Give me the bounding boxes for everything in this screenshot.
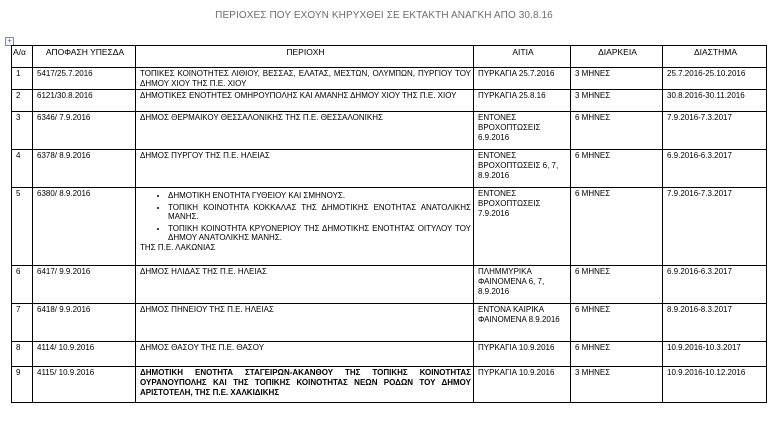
cell-area: ΔΗΜΟΣ ΗΛΙΔΑΣ ΤΗΣ Π.Ε. ΗΛΕΙΑΣ (136, 266, 474, 304)
table-row (12, 304, 767, 342)
cell-decision: 6380/ 8.9.2016 (33, 188, 136, 266)
cell-area: ΤΟΠΙΚΕΣ ΚΟΙΝΟΤΗΤΕΣ ΛΙΘΙΟΥ, ΒΕΣΣΑΣ, ΕΛΑΤΑΣ, ΜΕΣΤΩΝ, ΟΛΥΜΠΩΝ, ΠΥΡΓΙΟΥ ΤΟΥ ΔΗΜΟΥ ΧΙΟΥ ΤΗΣ Π.Ε. ΧΙΟΥ (136, 68, 474, 90)
cell-decision: 6121/30.8.2016 (33, 90, 136, 112)
cell-num: 4 (12, 150, 33, 188)
cell-num: 9 (12, 367, 33, 403)
cell-area: ΔΗΜΟΣ ΠΥΡΓΟΥ ΤΗΣ Π.Ε. ΗΛΕΙΑΣ (136, 150, 474, 188)
cell-area: ΔΗΜΟΤΙΚΗ ΕΝΟΤΗΤΑ ΣΤΑΓΕΙΡΩΝ-ΑΚΑΝΘΟΥ ΤΗΣ ΤΟΠΙΚΗΣ ΚΟΙΝΟΤΗΤΑΣ ΟΥΡΑΝΟΥΠΟΛΗΣ ΚΑΙ ΤΗΣ ΤΟΠΙΚΗΣ ΚΟΙΝΟΤΗΤΑΣ ΝΕΩΝ ΡΟΔΩΝ ΤΟΥ ΔΗΜΟΥ ΑΡΙΣΤΟΤΕΛΗ, ΤΗΣ Π.Ε. ΧΑΛΚΙΔΙΚΗΣ (136, 367, 474, 403)
cell-interval: 30.8.2016-30.11.2016 (663, 90, 767, 112)
cell-num: 5 (12, 188, 33, 266)
table-row (12, 90, 767, 112)
cell-decision: 6378/ 8.9.2016 (33, 150, 136, 188)
cell-duration: 3 ΜΗΝΕΣ (571, 90, 663, 112)
cell-interval: 10.9.2016-10.12.2016 (663, 367, 767, 403)
cell-cause: ΕΝΤΟΝΑ ΚΑΙΡΙΚΑ ΦΑΙΝΟΜΕΝΑ 8.9.2016 (474, 304, 571, 342)
cell-duration: 6 ΜΗΝΕΣ (571, 304, 663, 342)
cell-interval: 6.9.2016-6.3.2017 (663, 150, 767, 188)
cell-area: ΔΗΜΟΣ ΘΕΡΜΑΙΚΟΥ ΘΕΣΣΑΛΟΝΙΚΗΣ ΤΗΣ Π.Ε. ΘΕΣΣΑΛΟΝΙΚΗΣ (136, 112, 474, 150)
cell-cause: ΕΝΤΟΝΕΣ ΒΡΟΧΟΠΤΩΣΕΙΣ 6.9.2016 (474, 112, 571, 150)
cell-duration: 3 ΜΗΝΕΣ (571, 68, 663, 90)
table-row (12, 342, 767, 367)
cell-interval: 7.9.2016-7.3.2017 (663, 188, 767, 266)
cell-duration: 6 ΜΗΝΕΣ (571, 112, 663, 150)
list-item: • ΤΟΠΙΚΗ ΚΟΙΝΟΤΗΤΑ ΚΡΥΟΝΕΡΙΟΥ ΤΗΣ ΔΗΜΟΤΙΚΗΣ ΕΝΟΤΗΤΑΣ ΟΙΤΥΛΟΥ ΤΟΥ ΔΗΜΟΥ ΑΝΑΤΟΛΙΚΗΣ ΜΑΝΗΣ. (168, 224, 471, 243)
cell-interval: 10.9.2016-10.3.2017 (663, 342, 767, 367)
cell-cause: ΠΥΡΚΑΓΙΑ 25.7.2016 (474, 68, 571, 90)
header-area: ΠΕΡΙΟΧΗ (136, 46, 474, 68)
table-row (12, 367, 767, 403)
cell-duration: 6 ΜΗΝΕΣ (571, 150, 663, 188)
emergency-areas-table (11, 45, 767, 403)
cell-num: 3 (12, 112, 33, 150)
table-move-handle-icon[interactable]: + (5, 37, 14, 46)
cell-interval: 8.9.2016-8.3.2017 (663, 304, 767, 342)
table-row (12, 150, 767, 188)
header-interval: ΔΙΑΣΤΗΜΑ (663, 46, 767, 68)
cell-duration: 3 ΜΗΝΕΣ (571, 367, 663, 403)
cell-duration: 6 ΜΗΝΕΣ (571, 266, 663, 304)
cell-interval: 6.9.2016-6.3.2017 (663, 266, 767, 304)
cell-num: 6 (12, 266, 33, 304)
table-header-row (12, 46, 767, 68)
cell-cause: ΕΝΤΟΝΕΣ ΒΡΟΧΟΠΤΩΣΕΙΣ 7.9.2016 (474, 188, 571, 266)
cell-num: 8 (12, 342, 33, 367)
cell-cause: ΠΛΗΜΜΥΡΙΚΑ ΦΑΙΝΟΜΕΝΑ 6, 7, 8.9.2016 (474, 266, 571, 304)
list-item: • ΔΗΜΟΤΙΚΗ ΕΝΟΤΗΤΑ ΓΥΘΕΙΟΥ ΚΑΙ ΣΜΗΝΟΥΣ. (168, 191, 471, 201)
cell-num: 7 (12, 304, 33, 342)
header-num: Α/α (12, 46, 33, 68)
cell-num: 2 (12, 90, 33, 112)
table-row (12, 112, 767, 150)
area-suffix: ΤΗΣ Π.Ε. ΛΑΚΩΝΙΑΣ (140, 242, 216, 252)
cell-num: 1 (12, 68, 33, 90)
cell-interval: 7.9.2016-7.3.2017 (663, 112, 767, 150)
cell-area: ΔΗΜΟΣ ΠΗΝΕΙΟΥ ΤΗΣ Π.Ε. ΗΛΕΙΑΣ (136, 304, 474, 342)
area-bullet-list (140, 191, 471, 243)
table-row (12, 68, 767, 90)
document-title: ΠΕΡΙΟΧΕΣ ΠΟΥ ΕΧΟΥΝ ΚΗΡΥΧΘΕΙ ΣΕ ΕΚΤΑΚΤΗ ΑΝΑΓΚΗ ΑΠΟ 30.8.16 (215, 10, 553, 21)
cell-cause: ΠΥΡΚΑΓΙΑ 25.8.16 (474, 90, 571, 112)
header-duration: ΔΙΑΡΚΕΙΑ (571, 46, 663, 68)
table-row (12, 188, 767, 266)
cell-cause: ΠΥΡΚΑΓΙΑ 10.9.2016 (474, 342, 571, 367)
list-item: • ΤΟΠΙΚΗ ΚΟΙΝΟΤΗΤΑ ΚΟΚΚΑΛΑΣ ΤΗΣ ΔΗΜΟΤΙΚΗΣ ΕΝΟΤΗΤΑΣ ΑΝΑΤΟΛΙΚΗΣ ΜΑΝΗΣ. (168, 203, 471, 222)
cell-cause: ΕΝΤΟΝΕΣ ΒΡΟΧΟΠΤΩΣΕΙΣ 6, 7, 8.9.2016 (474, 150, 571, 188)
header-decision: ΑΠΟΦΑΣΗ ΥΠΕΣΔΑ (33, 46, 136, 68)
cell-decision: 6346/ 7.9.2016 (33, 112, 136, 150)
cell-area: ΔΗΜΟΣ ΘΑΣΟΥ ΤΗΣ Π.Ε. ΘΑΣΟΥ (136, 342, 474, 367)
cell-interval: 25.7.2016-25.10.2016 (663, 68, 767, 90)
cell-decision: 4114/ 10.9.2016 (33, 342, 136, 367)
cell-duration: 6 ΜΗΝΕΣ (571, 342, 663, 367)
cell-decision: 6417/ 9.9.2016 (33, 266, 136, 304)
header-cause: ΑΙΤΙΑ (474, 46, 571, 68)
cell-area (136, 188, 474, 266)
table-row (12, 266, 767, 304)
cell-decision: 6418/ 9.9.2016 (33, 304, 136, 342)
cell-duration: 6 ΜΗΝΕΣ (571, 188, 663, 266)
cell-decision: 5417/25.7.2016 (33, 68, 136, 90)
cell-decision: 4115/ 10.9.2016 (33, 367, 136, 403)
cell-cause: ΠΥΡΚΑΓΙΑ 10.9.2016 (474, 367, 571, 403)
cell-area: ΔΗΜΟΤΙΚΕΣ ΕΝΟΤΗΤΕΣ ΟΜΗΡΟΥΠΟΛΗΣ ΚΑΙ ΑΜΑΝΗΣ ΔΗΜΟΥ ΧΙΟΥ ΤΗΣ Π.Ε. ΧΙΟΥ (136, 90, 474, 112)
